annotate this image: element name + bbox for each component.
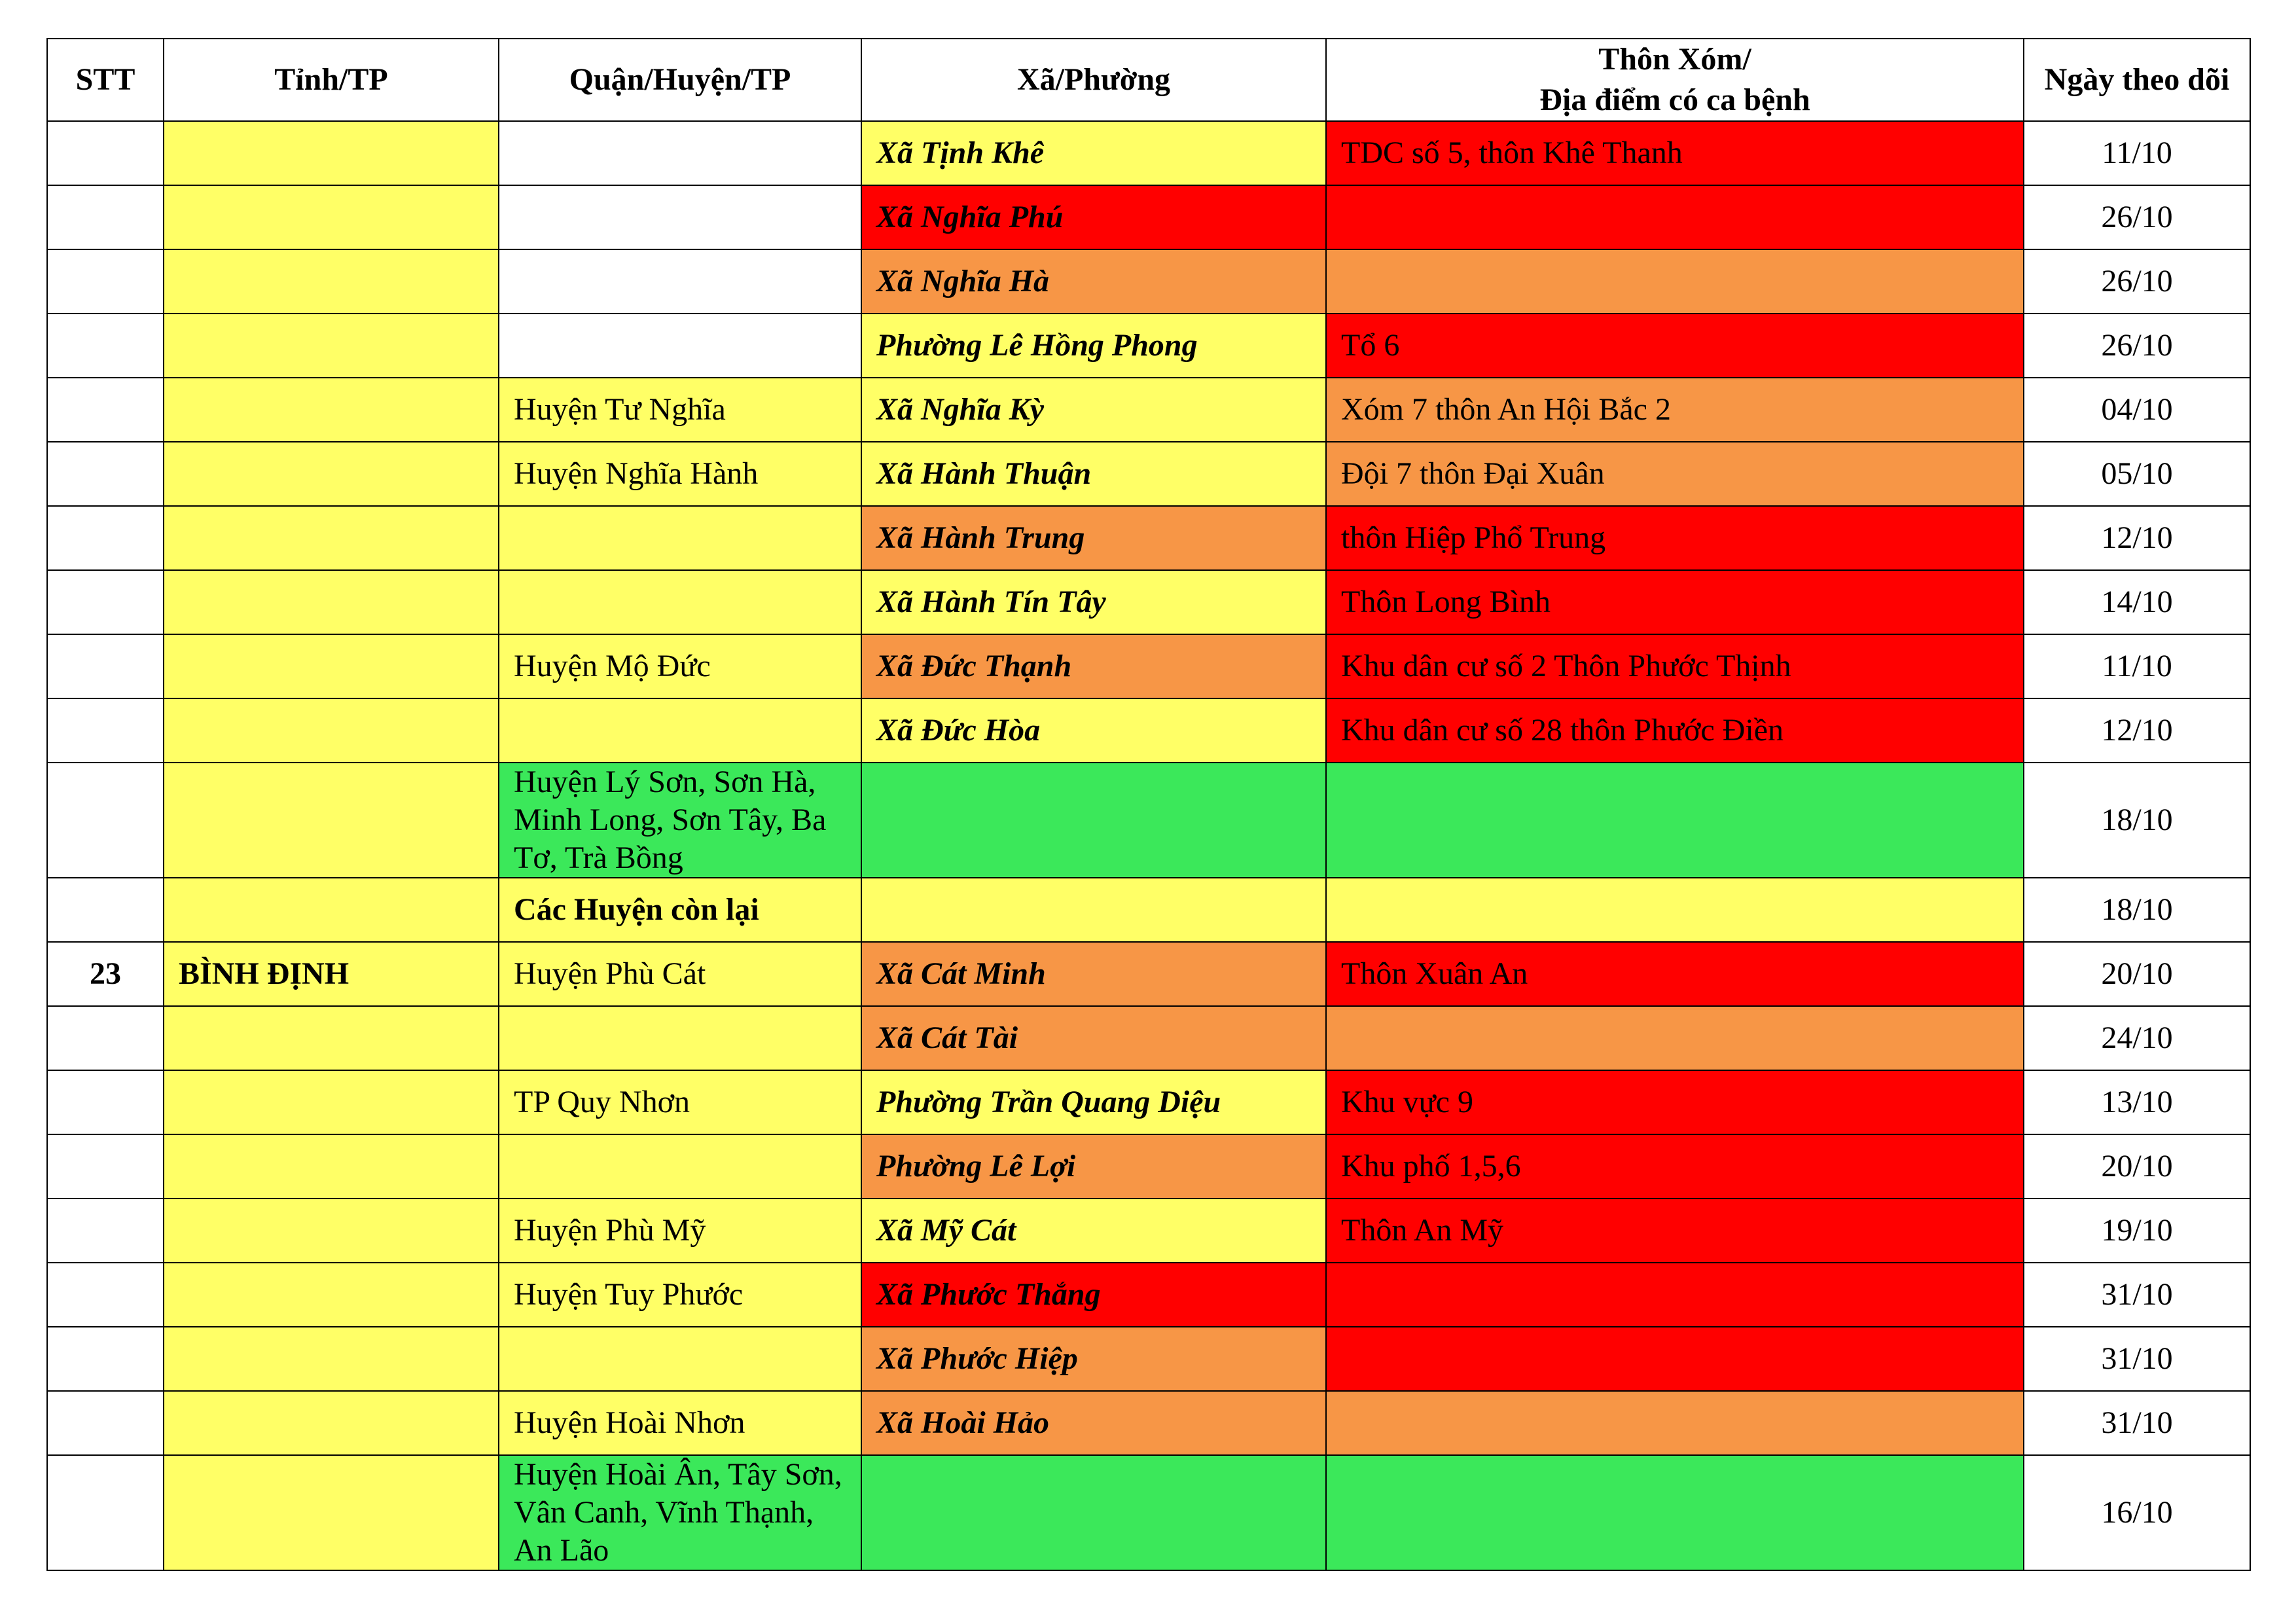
cell-date: 26/10 bbox=[2024, 185, 2250, 249]
cell-date: 31/10 bbox=[2024, 1327, 2250, 1391]
cell-ward: Xã Cát Tài bbox=[861, 1006, 1326, 1070]
cell-ward: Xã Đức Thạnh bbox=[861, 634, 1326, 698]
cell-location: Khu vực 9 bbox=[1326, 1070, 2024, 1134]
cell-ward: Xã Tịnh Khê bbox=[861, 121, 1326, 185]
cell-district bbox=[499, 698, 861, 763]
cell-ward: Phường Lê Hồng Phong bbox=[861, 314, 1326, 378]
table-body bbox=[47, 121, 2250, 1570]
table-row bbox=[47, 634, 2250, 698]
cell-location bbox=[1326, 1006, 2024, 1070]
cell-ward: Xã Nghĩa Kỳ bbox=[861, 378, 1326, 442]
outbreak-table bbox=[46, 38, 2251, 1571]
cell-district: Huyện Phù Mỹ bbox=[499, 1199, 861, 1263]
cell-stt bbox=[47, 634, 164, 698]
cell-date: 26/10 bbox=[2024, 249, 2250, 314]
cell-ward: Phường Lê Lợi bbox=[861, 1134, 1326, 1199]
table-row bbox=[47, 763, 2250, 878]
cell-district: Huyện Hoài Ân, Tây Sơn, Vân Canh, Vĩnh Thạnh, An Lão bbox=[499, 1455, 861, 1570]
cell-location bbox=[1326, 878, 2024, 942]
table-row bbox=[47, 442, 2250, 506]
cell-stt bbox=[47, 1199, 164, 1263]
header-date: Ngày theo dõi bbox=[2024, 39, 2250, 121]
cell-province bbox=[164, 1134, 499, 1199]
cell-stt bbox=[47, 249, 164, 314]
cell-location bbox=[1326, 1455, 2024, 1570]
cell-date: 31/10 bbox=[2024, 1391, 2250, 1455]
header-ward: Xã/Phường bbox=[861, 39, 1326, 121]
cell-location: TDC số 5, thôn Khê Thanh bbox=[1326, 121, 2024, 185]
cell-location: Thôn Xuân An bbox=[1326, 942, 2024, 1006]
cell-district bbox=[499, 314, 861, 378]
cell-date: 13/10 bbox=[2024, 1070, 2250, 1134]
cell-date: 11/10 bbox=[2024, 634, 2250, 698]
cell-province bbox=[164, 1263, 499, 1327]
cell-province bbox=[164, 442, 499, 506]
cell-district: TP Quy Nhơn bbox=[499, 1070, 861, 1134]
cell-province bbox=[164, 1199, 499, 1263]
cell-ward: Xã Hành Trung bbox=[861, 506, 1326, 570]
table-row bbox=[47, 1199, 2250, 1263]
cell-location: Đội 7 thôn Đại Xuân bbox=[1326, 442, 2024, 506]
cell-province bbox=[164, 1455, 499, 1570]
cell-ward: Xã Phước Hiệp bbox=[861, 1327, 1326, 1391]
cell-province: BÌNH ĐỊNH bbox=[164, 942, 499, 1006]
cell-location bbox=[1326, 1327, 2024, 1391]
cell-stt bbox=[47, 1327, 164, 1391]
cell-district: Huyện Lý Sơn, Sơn Hà, Minh Long, Sơn Tây, Ba Tơ, Trà Bồng bbox=[499, 763, 861, 878]
cell-ward: Xã Mỹ Cát bbox=[861, 1199, 1326, 1263]
cell-district: Các Huyện còn lại bbox=[499, 878, 861, 942]
table-row bbox=[47, 1263, 2250, 1327]
cell-province bbox=[164, 698, 499, 763]
cell-stt bbox=[47, 1070, 164, 1134]
header-district: Quận/Huyện/TP bbox=[499, 39, 861, 121]
cell-date: 18/10 bbox=[2024, 878, 2250, 942]
table-row bbox=[47, 942, 2250, 1006]
cell-stt bbox=[47, 442, 164, 506]
table-row bbox=[47, 249, 2250, 314]
cell-location bbox=[1326, 249, 2024, 314]
cell-district bbox=[499, 1006, 861, 1070]
cell-province bbox=[164, 634, 499, 698]
cell-date: 05/10 bbox=[2024, 442, 2250, 506]
cell-stt bbox=[47, 570, 164, 634]
cell-province bbox=[164, 878, 499, 942]
cell-location: Xóm 7 thôn An Hội Bắc 2 bbox=[1326, 378, 2024, 442]
cell-date: 24/10 bbox=[2024, 1006, 2250, 1070]
cell-province bbox=[164, 314, 499, 378]
cell-district bbox=[499, 185, 861, 249]
cell-district bbox=[499, 249, 861, 314]
cell-ward: Xã Phước Thắng bbox=[861, 1263, 1326, 1327]
table-row bbox=[47, 570, 2250, 634]
cell-district: Huyện Phù Cát bbox=[499, 942, 861, 1006]
cell-province bbox=[164, 570, 499, 634]
cell-location bbox=[1326, 185, 2024, 249]
cell-stt bbox=[47, 878, 164, 942]
cell-stt bbox=[47, 1134, 164, 1199]
cell-district bbox=[499, 506, 861, 570]
cell-stt bbox=[47, 378, 164, 442]
cell-province bbox=[164, 763, 499, 878]
cell-district bbox=[499, 570, 861, 634]
cell-stt: 23 bbox=[47, 942, 164, 1006]
cell-province bbox=[164, 185, 499, 249]
table-row bbox=[47, 314, 2250, 378]
cell-location: Khu dân cư số 28 thôn Phước Điền bbox=[1326, 698, 2024, 763]
cell-location bbox=[1326, 1391, 2024, 1455]
cell-ward: Xã Hoài Hảo bbox=[861, 1391, 1326, 1455]
table-row bbox=[47, 1327, 2250, 1391]
cell-province bbox=[164, 378, 499, 442]
header-stt: STT bbox=[47, 39, 164, 121]
cell-district: Huyện Mộ Đức bbox=[499, 634, 861, 698]
cell-ward: Xã Cát Minh bbox=[861, 942, 1326, 1006]
cell-district bbox=[499, 121, 861, 185]
cell-stt bbox=[47, 506, 164, 570]
cell-stt bbox=[47, 1455, 164, 1570]
cell-ward: Xã Nghĩa Phú bbox=[861, 185, 1326, 249]
table-row bbox=[47, 1391, 2250, 1455]
cell-province bbox=[164, 249, 499, 314]
cell-stt bbox=[47, 698, 164, 763]
cell-location: Thôn An Mỹ bbox=[1326, 1199, 2024, 1263]
cell-district bbox=[499, 1134, 861, 1199]
cell-date: 16/10 bbox=[2024, 1455, 2250, 1570]
cell-ward bbox=[861, 878, 1326, 942]
table-row bbox=[47, 121, 2250, 185]
cell-province bbox=[164, 121, 499, 185]
cell-stt bbox=[47, 314, 164, 378]
cell-date: 11/10 bbox=[2024, 121, 2250, 185]
header-row bbox=[47, 39, 2250, 121]
cell-stt bbox=[47, 1006, 164, 1070]
cell-ward: Phường Trần Quang Diệu bbox=[861, 1070, 1326, 1134]
table-row bbox=[47, 1455, 2250, 1570]
cell-date: 12/10 bbox=[2024, 698, 2250, 763]
cell-location: thôn Hiệp Phổ Trung bbox=[1326, 506, 2024, 570]
cell-date: 31/10 bbox=[2024, 1263, 2250, 1327]
cell-district: Huyện Nghĩa Hành bbox=[499, 442, 861, 506]
table-row bbox=[47, 1134, 2250, 1199]
cell-date: 20/10 bbox=[2024, 942, 2250, 1006]
cell-ward: Xã Hành Thuận bbox=[861, 442, 1326, 506]
cell-date: 04/10 bbox=[2024, 378, 2250, 442]
cell-date: 20/10 bbox=[2024, 1134, 2250, 1199]
cell-date: 26/10 bbox=[2024, 314, 2250, 378]
cell-location: Khu dân cư số 2 Thôn Phước Thịnh bbox=[1326, 634, 2024, 698]
table-row bbox=[47, 378, 2250, 442]
cell-date: 19/10 bbox=[2024, 1199, 2250, 1263]
cell-province bbox=[164, 1391, 499, 1455]
cell-province bbox=[164, 1327, 499, 1391]
table-row bbox=[47, 1006, 2250, 1070]
cell-stt bbox=[47, 1263, 164, 1327]
cell-province bbox=[164, 1070, 499, 1134]
cell-stt bbox=[47, 1391, 164, 1455]
cell-ward bbox=[861, 763, 1326, 878]
cell-district bbox=[499, 1327, 861, 1391]
cell-location: Tổ 6 bbox=[1326, 314, 2024, 378]
table-row bbox=[47, 1070, 2250, 1134]
cell-date: 18/10 bbox=[2024, 763, 2250, 878]
cell-stt bbox=[47, 763, 164, 878]
cell-date: 12/10 bbox=[2024, 506, 2250, 570]
cell-location bbox=[1326, 763, 2024, 878]
cell-district: Huyện Hoài Nhơn bbox=[499, 1391, 861, 1455]
cell-location: Khu phố 1,5,6 bbox=[1326, 1134, 2024, 1199]
cell-ward: Xã Hành Tín Tây bbox=[861, 570, 1326, 634]
cell-stt bbox=[47, 121, 164, 185]
cell-district: Huyện Tư Nghĩa bbox=[499, 378, 861, 442]
table-row bbox=[47, 185, 2250, 249]
cell-ward: Xã Nghĩa Hà bbox=[861, 249, 1326, 314]
header-location: Thôn Xóm/ Địa điểm có ca bệnh bbox=[1326, 39, 2024, 121]
cell-date: 14/10 bbox=[2024, 570, 2250, 634]
cell-location: Thôn Long Bình bbox=[1326, 570, 2024, 634]
cell-province bbox=[164, 1006, 499, 1070]
cell-district: Huyện Tuy Phước bbox=[499, 1263, 861, 1327]
cell-ward: Xã Đức Hòa bbox=[861, 698, 1326, 763]
header-province: Tỉnh/TP bbox=[164, 39, 499, 121]
cell-location bbox=[1326, 1263, 2024, 1327]
cell-ward bbox=[861, 1455, 1326, 1570]
table-row bbox=[47, 506, 2250, 570]
cell-stt bbox=[47, 185, 164, 249]
table-row bbox=[47, 698, 2250, 763]
cell-province bbox=[164, 506, 499, 570]
table-row bbox=[47, 878, 2250, 942]
